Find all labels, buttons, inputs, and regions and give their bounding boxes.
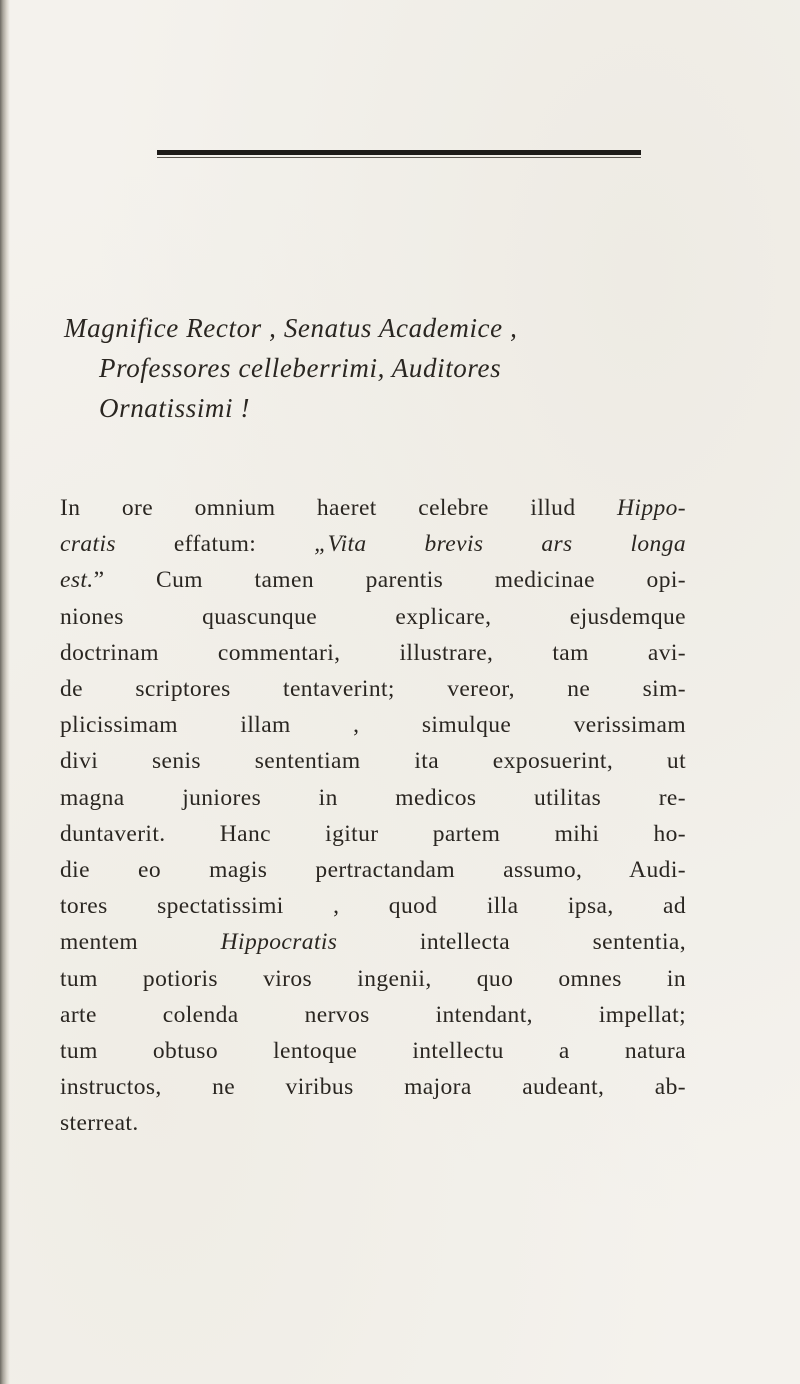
header-rule: [157, 150, 641, 155]
italic-text: Hippocratis: [220, 929, 338, 956]
text-line: [60, 816, 686, 852]
salutation-line-3: Ornatissimi !: [99, 393, 251, 423]
text-run: niones quascunque explicare, ejusdemque: [60, 603, 686, 630]
text-line: [60, 924, 686, 960]
text-run: divi senis sententiam ita exposuerint, ut: [60, 748, 686, 775]
text-run: sterreat.: [60, 1110, 139, 1137]
text-run: plicissimam illam , simulque verissimam: [60, 712, 686, 739]
italic-text: est.: [60, 567, 94, 594]
text-line: [60, 1105, 686, 1141]
text-line: [60, 635, 686, 671]
text-run: In ore omnium haeret celebre illud: [60, 495, 618, 521]
text-line: [60, 1033, 686, 1069]
italic-text: Hippo-: [617, 495, 686, 521]
salutation: [64, 308, 684, 428]
text-run: duntaverit. Hanc igitur partem mihi ho-: [60, 820, 686, 847]
text-run: die eo magis pertractandam assumo, Audi-: [60, 857, 686, 884]
text-line: [60, 599, 686, 635]
text-run: intellecta sententia,: [337, 929, 686, 956]
text-run: effatum:: [115, 531, 315, 558]
text-line: [60, 707, 686, 743]
text-line: [60, 562, 686, 598]
text-run: tum potioris viros ingenii, quo omnes in: [60, 965, 686, 992]
text-run: doctrinam commentari, illustrare, tam avi-: [60, 639, 686, 666]
text-run: tum obtuso lentoque intellectu a natura: [60, 1038, 686, 1065]
text-line: [60, 780, 686, 816]
italic-text: cratis: [60, 531, 116, 558]
text-line: [60, 961, 686, 997]
text-run: arte colenda nervos intendant, impellat;: [60, 1001, 686, 1028]
body-paragraph: [60, 490, 686, 1142]
salutation-line-2: Professores celleberrimi, Auditores: [99, 353, 502, 383]
text-line: [60, 997, 686, 1033]
text-line: [60, 1069, 686, 1105]
text-line: [60, 671, 686, 707]
text-line: [60, 743, 686, 779]
text-run: mentem: [60, 929, 221, 956]
text-run: instructos, ne viribus majora audeant, ab-: [60, 1074, 686, 1101]
text-run: de scriptores tentaverint; vereor, ne sim-: [60, 676, 686, 703]
header-rule-thin: [157, 157, 641, 158]
text-line: [60, 526, 686, 562]
page-binding-edge: [0, 0, 10, 1384]
text-run: tores spectatissimi , quod illa ipsa, ad: [60, 893, 686, 920]
text-line: [60, 852, 686, 888]
text-run: magna juniores in medicos utilitas re-: [60, 784, 686, 811]
salutation-line-1: Magnifice Rector , Senatus Academice ,: [64, 313, 518, 343]
italic-text: „Vita brevis ars longa: [314, 531, 686, 558]
text-line: [60, 888, 686, 924]
text-line: [60, 490, 686, 526]
text-run: ” Cum tamen parentis medicinae opi-: [93, 567, 686, 594]
